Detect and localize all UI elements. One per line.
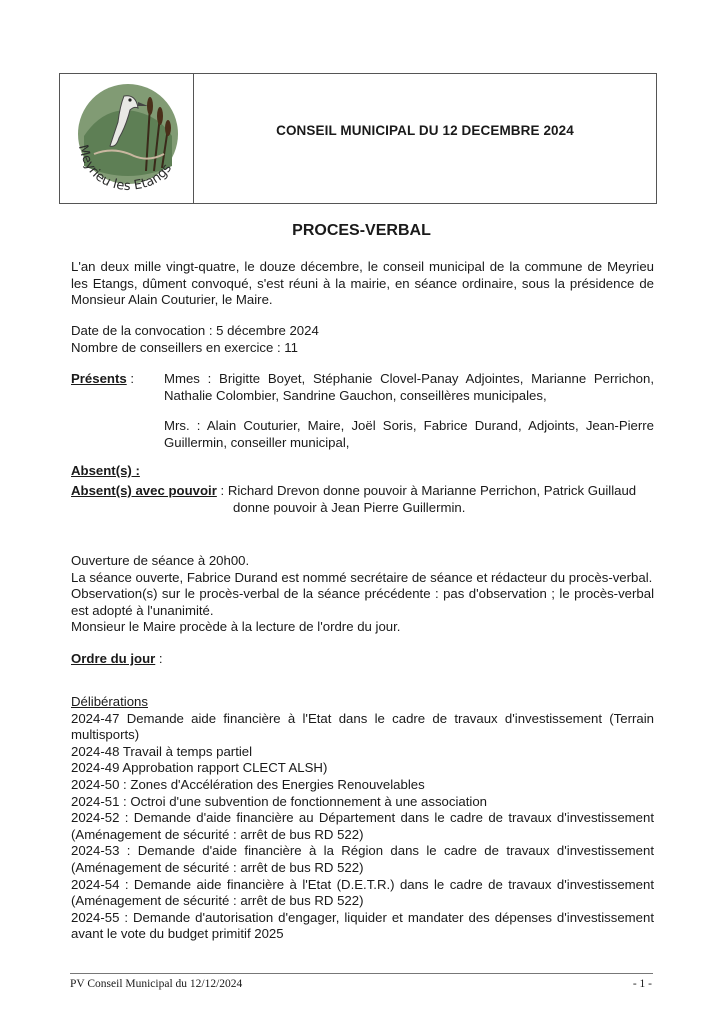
deliberation-item: 2024-54 : Demande aide financière à l'Etat (D.E.T.R.) dans le cadre de travaux d'investissement (Aménagement de sécurité : arrêt de bus RD 522) — [71, 876, 654, 909]
deliberation-item: 2024-51 : Octroi d'une subvention de fonctionnement à une association — [71, 793, 488, 809]
ordre-du-jour-label: Ordre du jour — [71, 651, 156, 666]
intro-paragraph: L'an deux mille vingt-quatre, le douze décembre, le conseil municipal de la commune de Meyrieu les Etangs, dûment convoqué, s'est réuni à la mairie, en séance ordinaire, sous la présidence de Monsieur Alain Couturier, le Maire. — [71, 259, 654, 308]
deliberation-item: 2024-55 : Demande d'autorisation d'engager, liquider et mandater des dépenses d'investissement avant le vote du budget primitif 2025 — [71, 909, 654, 942]
ordre-du-jour-heading — [71, 651, 163, 668]
logo-text: Meyrieu les Etangs — [74, 143, 175, 195]
presents-mrs: Mrs. : Alain Couturier, Maire, Joël Soris, Fabrice Durand, Adjoints, Jean-Pierre Guillermin, conseiller municipal, — [164, 418, 654, 450]
seance-block — [71, 553, 654, 636]
absents-pouvoir-line1: Richard Drevon donne pouvoir à Marianne Perrichon, Patrick Guillaud — [227, 483, 637, 498]
deliberation-item: 2024-49 Approbation rapport CLECT ALSH) — [71, 760, 328, 776]
document-title: PROCES-VERBAL — [292, 222, 431, 239]
deliberations-list — [71, 694, 654, 943]
page-number: - 1 - — [632, 978, 652, 990]
ordre-du-jour-sep: : — [155, 651, 163, 666]
absents-label — [71, 463, 140, 480]
conseillers-count: Nombre de conseillers en exercice : 11 — [71, 339, 298, 355]
deliberation-item: 2024-50 : Zones d'Accélération des Energies Renouvelables — [71, 776, 425, 792]
commune-logo — [64, 76, 192, 202]
convocation-date: Date de la convocation : 5 décembre 2024 — [71, 323, 319, 338]
presents-sep: : — [126, 371, 135, 386]
meeting-title: CONSEIL MUNICIPAL DU 12 DECEMBRE 2024 — [276, 123, 574, 138]
deliberation-item: 2024-53 : Demande d'aide financière à la Région dans le cadre de travaux d'investissement (Aménagement de sécurité : arrêt de bus RD 522) — [71, 843, 654, 875]
header-divider — [193, 74, 194, 203]
seance-observation: Observation(s) sur le procès-verbal de la séance précédente : pas d'observation ; le procès-verbal est adopté à l'unanimité. — [71, 586, 654, 618]
deliberation-item: 2024-48 Travail à temps partiel — [71, 743, 253, 759]
presents-label — [71, 371, 134, 388]
absents-pouvoir-line2: donne pouvoir à Jean Pierre Guillermin. — [233, 499, 466, 515]
deliberations-label: Délibérations — [71, 694, 148, 709]
absents-label-text: Absent(s) : — [71, 463, 140, 478]
presents-mmes: Mmes : Brigitte Boyet, Stéphanie Clovel-Panay Adjointes, Marianne Perrichon, Nathalie Colombier, Sandrine Gauchon, conseillères municipales, — [164, 371, 654, 403]
footer-doc-name: PV Conseil Municipal du 12/12/2024 — [70, 978, 243, 990]
footer-rule — [70, 973, 653, 974]
convocation-info — [71, 323, 654, 356]
absents-pouvoir-sep: : — [216, 483, 228, 498]
header-box — [59, 73, 657, 204]
seance-secretaire: La séance ouverte, Fabrice Durand est nommé secrétaire de séance et rédacteur du procès-verbal. — [71, 569, 653, 585]
seance-ouverture: Ouverture de séance à 20h00. — [71, 553, 250, 568]
presents-label-text: Présents — [71, 371, 127, 386]
seance-lecture: Monsieur le Maire procède à la lecture de l'ordre du jour. — [71, 619, 401, 635]
absents-pouvoir — [71, 483, 661, 516]
absents-pouvoir-label: Absent(s) avec pouvoir — [71, 483, 217, 498]
deliberation-item: 2024-52 : Demande d'aide financière au Département dans le cadre de travaux d'investissement (Aménagement de sécurité : arrêt de bus RD 522) — [71, 810, 654, 842]
deliberation-item: 2024-47 Demande aide financière à l'Etat dans le cadre de travaux d'investissement (Terrain multisports) — [71, 710, 654, 743]
